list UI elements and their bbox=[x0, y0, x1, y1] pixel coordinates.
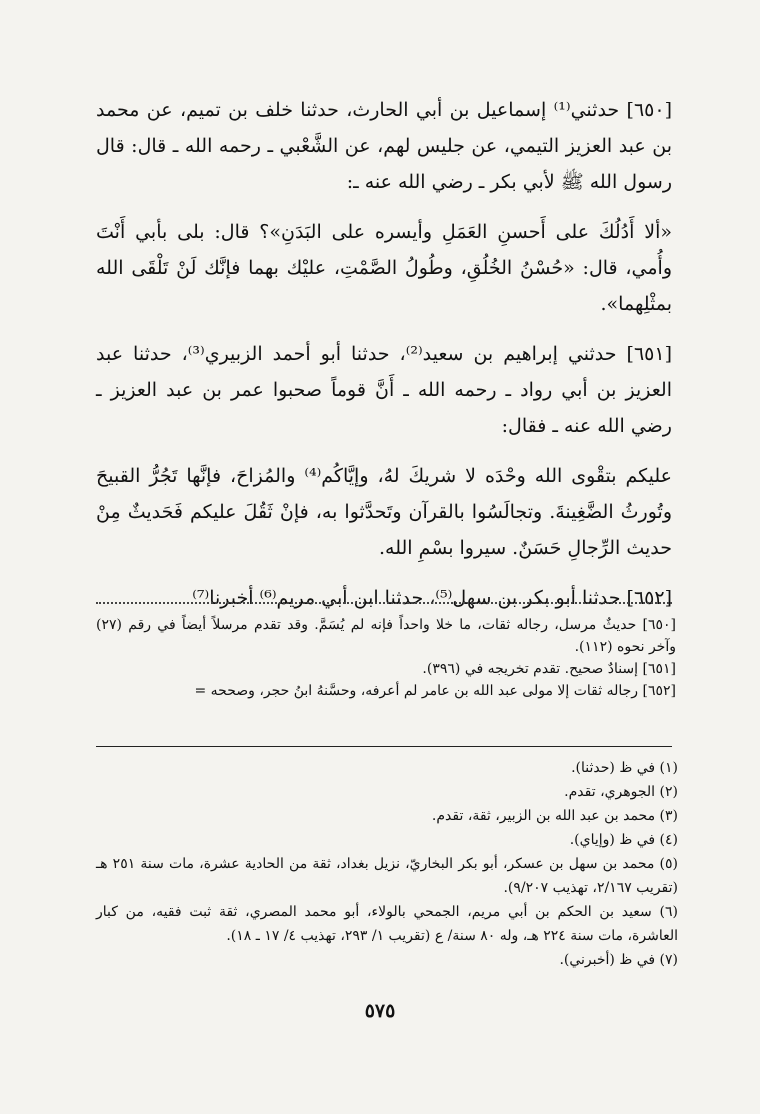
footnote: (١) في ظ (حدثنا). bbox=[571, 760, 678, 776]
takhrij-651: [٦٥١] إسنادٌ صحيح. تقدم تخريجه في (٣٩٦). bbox=[422, 661, 676, 677]
hadith-651-matn: عليكم بتقْوى الله وحْدَه لا شريكَ لهُ، وإيَّاكُم⁽⁴⁾ والمُزاحَ، فإنَّها تَجُرُّ القبيحَ وتُورثُ الضَّغِينةَ. وتجالَسُوا بالقرآن وتَحدَّثوا به، فإنْ ثَقُلَ عليكم فَحَديثٌ مِنْ حديث الرِّجالِ حَسَنٌ. سيروا بسْمِ الله. bbox=[96, 465, 672, 559]
hadith-651-isnad: [٦٥١] حدثني إبراهيم بن سعيد⁽²⁾، حدثنا أبو أحمد الزبيري⁽³⁾، حدثنا عبد العزيز بن أبي رواد ـ رحمه الله ـ أَنَّ قوماً صحبوا عمر بن عبد العزيز ـ رضي الله عنه ـ فقال: bbox=[96, 343, 672, 437]
page-number: ٥٧٥ bbox=[364, 1000, 396, 1022]
footnote: (٣) محمد بن عبد الله بن الزبير، ثقة، تقدم. bbox=[431, 808, 678, 824]
footnote: (٤) في ظ (وإياي). bbox=[569, 832, 678, 848]
footnote: (٢) الجوهري، تقدم. bbox=[564, 784, 678, 800]
footnote: (٥) محمد بن سهل بن عسكر، أبو بكر البخاريّ، نزيل بغداد، ثقة من الحادية عشرة، مات سنة ٢٥١ هـ (تقريب ٢/١٦٧، تهذيب ٩/٢٠٧). bbox=[96, 856, 679, 896]
footnotes bbox=[96, 756, 678, 972]
dotted-separator bbox=[96, 602, 672, 604]
hadith-652-isnad: [٦٥٢] حدثنا أبو بكر بن سهل⁽⁵⁾، حدثنا ابن أبي مريم⁽⁶⁾ أخبرنا⁽⁷⁾ bbox=[192, 587, 672, 609]
hadith-650-matn: «ألا أَدُلُكَ على أَحسنِ العَمَلِ وأيسره على البَدَنِ»؟ قال: بلى بأبي أَنْتَ وأُمي، قال: «حُسْنُ الخُلُقِ، وطُولُ الصَّمْتِ، عليْك بهما فإنَّك لَنْ تَلْقَى الله بمثْلِهما». bbox=[96, 221, 672, 315]
takhrij-652: [٦٥٢] رجاله ثقات إلا مولى عبد الله بن عامر لم أعرفه، وحسَّنهُ ابنُ حجر، وصححه = bbox=[194, 683, 676, 699]
takhrij-650: [٦٥٠] حديثٌ مرسل، رجاله ثقات، ما خلا واحداً فإنه لم يُسَمَّ. وقد تقدم مرسلاً أيضاً في رقم (٢٧) وآخر نحوه (١١٢). bbox=[96, 617, 676, 655]
footnote-rule bbox=[96, 746, 672, 747]
footnote: (٧) في ظ (أخبرني). bbox=[559, 952, 678, 968]
main-text bbox=[96, 92, 672, 616]
takhrij-notes bbox=[96, 614, 676, 702]
footnote: (٦) سعيد بن الحكم بن أبي مريم، الجمحي بالولاء، أبو محمد المصري، ثقة ثبت فقيه، من كبار العاشرة، مات سنة ٢٢٤ هـ، وله ٨٠ سنة/ ع (تقريب ١/ ٢٩٣، تهذيب ٤/ ١٧ ـ ١٨). bbox=[96, 904, 678, 944]
hadith-650-isnad: [٦٥٠] حدثني⁽¹⁾ إسماعيل بن أبي الحارث، حدثنا خلف بن تميم، عن محمد بن عبد العزيز التيمي، عن جليس لهم، عن الشَّعْبي ـ رحمه الله ـ قال: قال رسول الله ﷺ لأبي بكر ـ رضي الله عنه ـ: bbox=[96, 99, 672, 193]
